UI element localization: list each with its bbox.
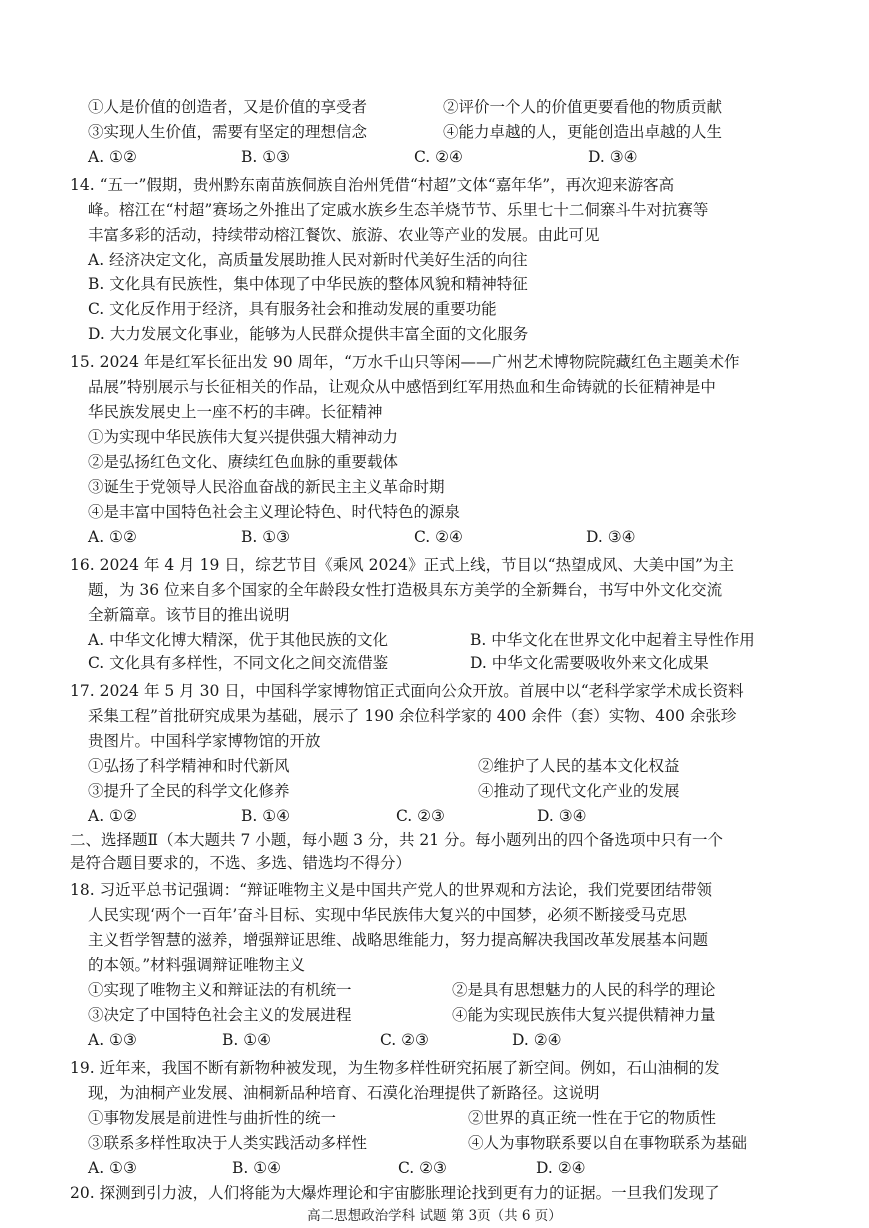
q19-item-3: ③联系多样性取决于人类实践活动多样性 [88,1134,368,1152]
q18-option-d: D. ②④ [512,1031,562,1049]
q16-stem-2: 题，为 36 位来自多个国家的全年龄段女性打造极具东方美学的全新舞台，书写中外文化交流 [88,581,723,599]
q18-option-a: A. ①③ [88,1031,137,1049]
q15-item-1: ①为实现中华民族伟大复兴提供强大精神动力 [88,428,399,446]
q15-item-3: ③诞生于党领导人民浴血奋战的新民主主义革命时期 [88,478,445,496]
q18-stem-3: 主义哲学智慧的滋养，增强辩证思维、战略思维能力，努力提高解决我国改革发展基本问题 [88,931,709,949]
page-footer: 高二思想政治学科 试题 第 3页（共 6 页） [307,1208,562,1224]
q19-item-1: ①事物发展是前进性与曲折性的统一 [88,1109,337,1127]
q14-stem-3: 丰富多彩的活动，持续带动榕江餐饮、旅游、农业等产业的发展。由此可见 [88,226,600,244]
q16-stem-1: 16. 2024 年 4 月 19 日，综艺节目《乘风 2024》正式上线，节目以“热望成风、大美中国”为主 [70,556,734,574]
q19-item-4: ④人为事物联系要以自在事物联系为基础 [468,1134,748,1152]
q13-option-a: A. ①② [88,148,137,166]
q16-option-d: D. 中华文化需要吸收外来文化成果 [470,654,709,672]
q17-option-b: B. ①④ [241,807,291,825]
q13-item-2: ②评价一个人的价值更要看他的物质贡献 [443,98,723,116]
q16-option-a: A. 中华文化博大精深，优于其他民族的文化 [88,631,389,649]
q19-stem-2: 现，为油桐产业发展、油桐新品种培育、石漠化治理提供了新路径。这说明 [88,1084,600,1102]
q14-option-c: C. 文化反作用于经济，具有服务社会和推动发展的重要功能 [88,300,497,318]
q15-stem-3: 华民族发展史上一座不朽的丰碑。长征精神 [88,403,383,421]
q15-option-c: C. ②④ [414,528,463,546]
q18-option-b: B. ①④ [222,1031,272,1049]
q14-option-b: B. 文化具有民族性，集中体现了中华民族的整体风貌和精神特征 [88,275,528,293]
q16-option-b: B. 中华文化在世界文化中起着主导性作用 [470,631,755,649]
q15-stem-2: 品展”特别展示与长征相关的作品，让观众从中感悟到红军用热血和生命铸就的长征精神是中 [88,378,716,396]
q17-item-3: ③提升了全民的科学文化修养 [88,782,290,800]
q18-option-c: C. ②③ [380,1031,429,1049]
q17-item-1: ①弘扬了科学精神和时代新风 [88,757,290,775]
q17-option-d: D. ③④ [537,807,587,825]
q15-item-2: ②是弘扬红色文化、赓续红色血脉的重要载体 [88,453,399,471]
q13-item-3: ③实现人生价值，需要有坚定的理想信念 [88,123,368,141]
q18-item-4: ④能为实现民族伟大复兴提供精神力量 [452,1006,716,1024]
q17-item-4: ④推动了现代文化产业的发展 [478,782,680,800]
q18-stem-2: 人民实现‘两个一百年’奋斗目标、实现中华民族伟大复兴的中国梦，必须不断接受马克思 [88,906,687,924]
q15-option-a: A. ①② [88,528,137,546]
q13-item-1: ①人是价值的创造者，又是价值的享受者 [88,98,368,116]
q14-stem-2: 峰。榕江在“村超”赛场之外推出了定戚水族乡生态羊烧节节、乐里七十二侗寨斗牛对抗赛等 [88,201,709,219]
q14-stem-1: 14. “五一”假期，贵州黔东南苗族侗族自治州凭借“村超”文体“嘉年华”，再次迎来游客高 [70,176,675,194]
q15-option-b: B. ①③ [241,528,291,546]
q13-option-b: B. ①③ [241,148,291,166]
q19-option-b: B. ①④ [232,1159,282,1177]
q17-stem-3: 贵图片。中国科学家博物馆的开放 [88,732,321,750]
q18-item-3: ③决定了中国特色社会主义的发展进程 [88,1006,352,1024]
q16-option-c: C. 文化具有多样性，不同文化之间交流借鉴 [88,654,389,672]
q17-item-2: ②维护了人民的基本文化权益 [478,757,680,775]
q20-stem-1: 20. 探测到引力波，人们将能为大爆炸理论和宇宙膨胀理论找到更有力的证据。一旦我们发现了 [70,1184,720,1202]
q14-option-d: D. 大力发展文化事业，能够为人民群众提供丰富全面的文化服务 [88,325,529,343]
q18-item-2: ②是具有思想魅力的人民的科学的理论 [452,981,716,999]
q13-item-4: ④能力卓越的人，更能创造出卓越的人生 [443,123,723,141]
q19-stem-1: 19. 近年来，我国不断有新物种被发现，为生物多样性研究拓展了新空间。例如，石山油桐的发 [70,1059,720,1077]
q19-option-c: C. ②③ [398,1159,447,1177]
q19-item-2: ②世界的真正统一性在于它的物质性 [468,1109,717,1127]
q16-stem-3: 全新篇章。该节目的推出说明 [88,606,290,624]
q17-option-a: A. ①② [88,807,137,825]
section-2-heading: 二、选择题Ⅱ（本大题共 7 小题，每小题 3 分，共 21 分。每小题列出的四个备选项中只有一个 [70,831,724,849]
q17-option-c: C. ②③ [396,807,445,825]
q17-stem-1: 17. 2024 年 5 月 30 日，中国科学家博物馆正式面向公众开放。首展中以“老科学家学术成长资料 [70,682,744,700]
q15-item-4: ④是丰富中国特色社会主义理论特色、时代特色的源泉 [88,503,461,521]
q13-option-c: C. ②④ [414,148,463,166]
q13-option-d: D. ③④ [588,148,638,166]
q19-option-d: D. ②④ [536,1159,586,1177]
q18-stem-1: 18. 习近平总书记强调：“辩证唯物主义是中国共产党人的世界观和方法论，我们党要团结带领 [70,881,713,899]
q15-option-d: D. ③④ [586,528,636,546]
q14-option-a: A. 经济决定文化，高质量发展助推人民对新时代美好生活的向往 [88,251,528,269]
q15-stem-1: 15. 2024 年是红军长征出发 90 周年，“万水千山只等闲——广州艺术博物院院藏红色主题美术作 [70,353,740,371]
q18-item-1: ①实现了唯物主义和辩证法的有机统一 [88,981,352,999]
q18-stem-4: 的本领。”材料强调辩证唯物主义 [88,956,306,974]
q19-option-a: A. ①③ [88,1159,137,1177]
q17-stem-2: 采集工程”首批研究成果为基础，展示了 190 余位科学家的 400 余件（套）实物、400 余张珍 [88,707,737,725]
section-2-heading-cont: 是符合题目要求的，不选、多选、错选均不得分） [70,854,412,872]
